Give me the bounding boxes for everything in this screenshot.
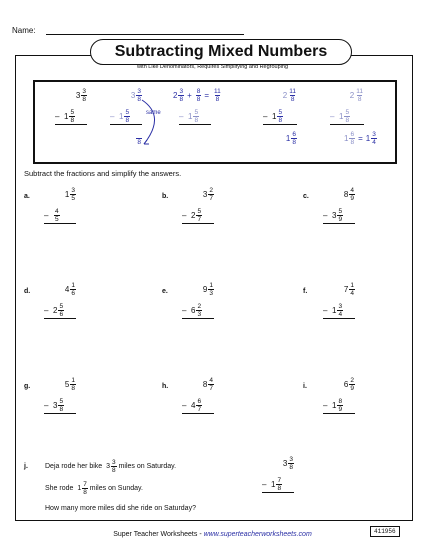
- footer: Super Teacher Worksheets - www.superteacherworksheets.com: [113, 531, 312, 538]
- problem-a: 1 $\frac{3}{5}$ – $\frac{4}{5}$: [44, 187, 75, 223]
- example-step-4: 2 $\frac{11}{8}$ – 1 $\frac{5}{8}$ 1 $\frac{6}{8}$: [263, 88, 296, 146]
- name-line[interactable]: [46, 34, 244, 35]
- problem-label: h.: [162, 383, 169, 390]
- problem-i: 6 $\frac{2}{9}$ – 1 $\frac{8}{9}$: [323, 377, 354, 413]
- footer-brand: Super Teacher Worksheets: [113, 531, 198, 538]
- problem-label: e.: [162, 288, 168, 295]
- problem-b: 3 $\frac{2}{7}$ – 2 $\frac{5}{7}$: [182, 187, 213, 223]
- problem-label: a.: [24, 193, 30, 200]
- same-label: same: [146, 110, 161, 116]
- problem-label: i.: [303, 383, 307, 390]
- example-step-5: 2 $\frac{11}{8}$ – 1 $\frac{5}{8}$ 1 $\frac{6}{8}$ = 1 $\frac{3}{4}$: [330, 88, 376, 146]
- worksheet-code: 411956: [370, 526, 400, 537]
- example-step-2: 3 $\frac{3}{8}$ – 1 $\frac{5}{8}$ 8 same: [110, 88, 142, 146]
- word-problem-text: Deja rode her bike 3 $\frac{3}{8}$ miles on Saturday. She rode 1 $\frac{7}{8}$ miles on Sunday. How many more miles did she ride on Saturday?: [45, 459, 196, 512]
- problem-label: c.: [303, 193, 309, 200]
- problem-d: 4 $\frac{1}{6}$ – 2 $\frac{5}{6}$: [44, 282, 75, 318]
- problem-label: d.: [24, 288, 31, 295]
- problem-g: 5 $\frac{1}{8}$ – 3 $\frac{5}{8}$: [44, 377, 75, 413]
- example-step-1: 3 $\frac{3}{8}$ – 1 $\frac{5}{8}$: [55, 88, 86, 124]
- name-label: Name:: [12, 26, 36, 35]
- problem-label: f.: [303, 288, 308, 295]
- word-problem-equation: 3 $\frac{3}{8}$ – 1 $\frac{7}{8}$: [262, 456, 293, 492]
- same-arrow-icon: [140, 96, 170, 148]
- problem-e: 9 $\frac{1}{3}$ – 6 $\frac{2}{3}$: [182, 282, 213, 318]
- problem-label: b.: [162, 193, 169, 200]
- instructions: Subtract the fractions and simplify the answers.: [24, 169, 182, 178]
- example-step-3: 2 $\frac{3}{8}$ + $\frac{8}{8}$ = $\frac{11}{8}$ – 1 $\frac{5}{8}$: [173, 88, 221, 124]
- problem-f: 7 $\frac{1}{4}$ – 1 $\frac{3}{4}$: [323, 282, 354, 318]
- footer-link[interactable]: www.superteacherworksheets.com: [203, 531, 312, 538]
- page-title: Subtracting Mixed Numbers: [90, 39, 352, 65]
- problem-label: j.: [24, 463, 28, 470]
- problem-label: g.: [24, 383, 31, 390]
- problem-h: 8 $\frac{4}{7}$ – 4 $\frac{6}{7}$: [182, 377, 213, 413]
- example-box: [33, 80, 397, 164]
- page-subtitle: with Like Denominators, Requires Simplifying and Regrouping: [136, 64, 289, 70]
- problem-c: 8 $\frac{4}{9}$ – 3 $\frac{5}{9}$: [323, 187, 354, 223]
